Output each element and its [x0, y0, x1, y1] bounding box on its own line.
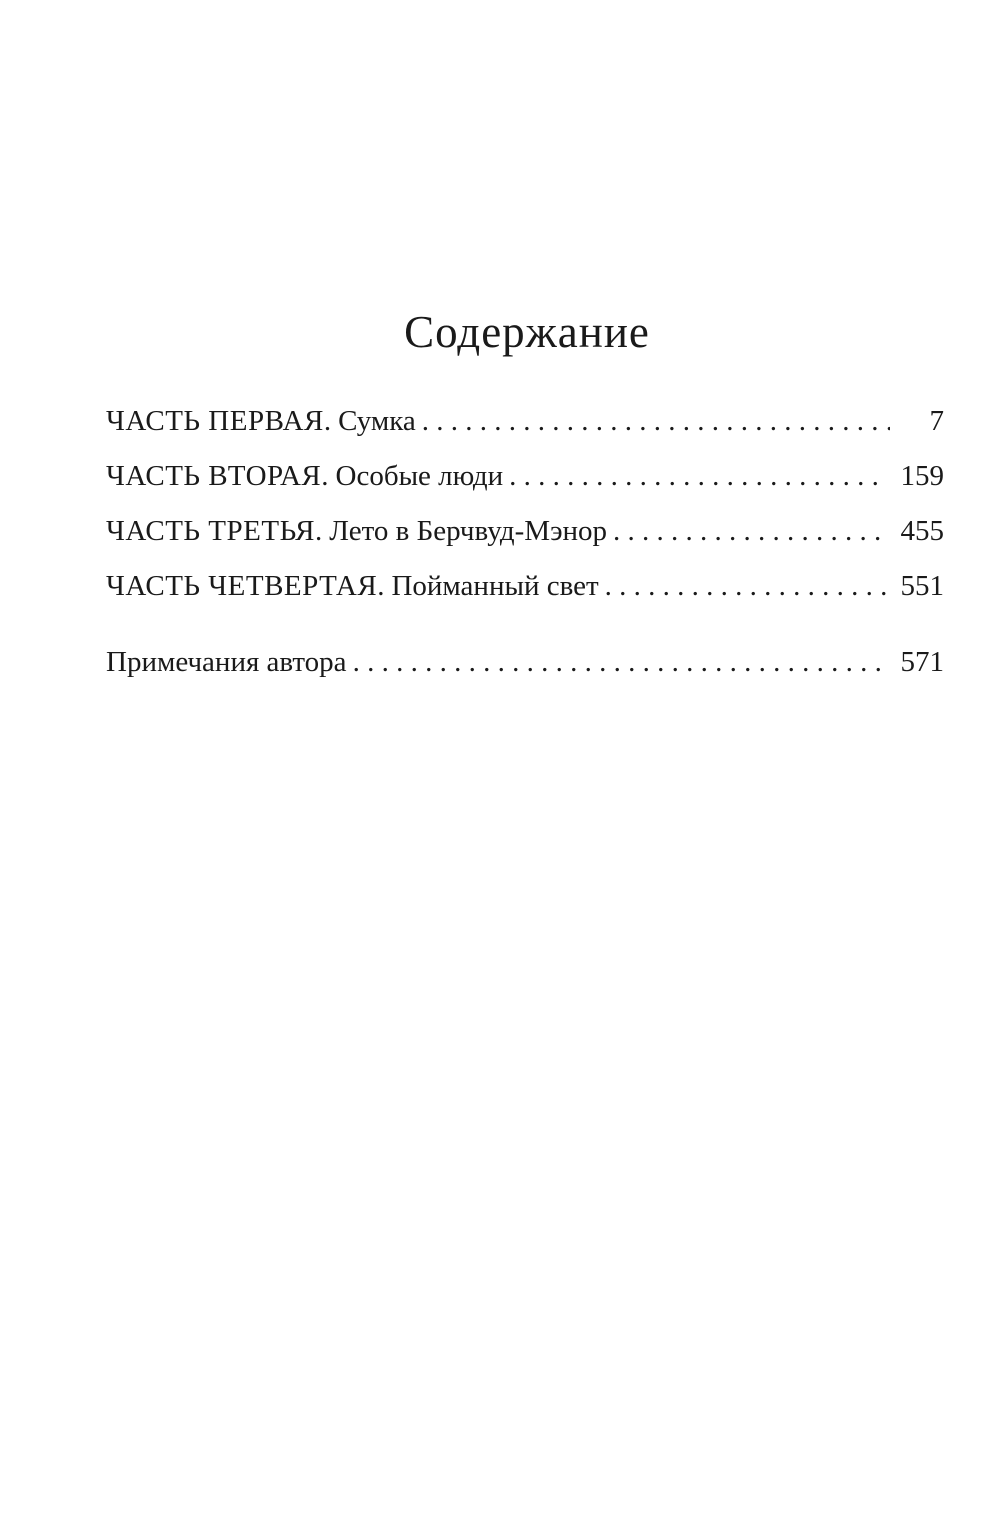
page-number: 455: [900, 515, 944, 547]
page-number: 159: [900, 460, 944, 492]
chapter-title: Пойманный свет: [391, 570, 599, 602]
chapter-title: Лето в Берчвуд-Мэнор: [329, 515, 608, 547]
toc-entry-part-2: [106, 460, 944, 515]
chapter-title: Особые люди: [335, 460, 504, 492]
toc-entry-notes: [106, 646, 944, 701]
toc-entry-part-3: [106, 515, 944, 570]
page-number: 571: [900, 646, 944, 678]
dot-leader: [613, 515, 886, 548]
dot-leader: [509, 460, 886, 493]
part-label: ЧАСТЬ ЧЕТВЕРТАЯ: [106, 570, 378, 602]
toc-entry-part-1: [106, 405, 944, 460]
toc-entry-part-4: [106, 570, 944, 625]
page-number: 7: [929, 405, 944, 437]
notes-title: Примечания автора: [106, 646, 347, 678]
part-label: ЧАСТЬ ПЕРВАЯ: [106, 405, 324, 437]
part-label: ЧАСТЬ ТРЕТЬЯ: [106, 515, 316, 547]
page-number: 551: [900, 570, 944, 602]
part-separator: .: [315, 515, 323, 547]
toc-title: Содержание: [404, 307, 650, 357]
dot-leader: [422, 405, 890, 438]
chapter-title: Сумка: [338, 405, 416, 437]
part-separator: .: [323, 405, 332, 437]
part-separator: .: [377, 570, 385, 602]
dot-leader: [605, 570, 887, 603]
dot-leader: [353, 646, 887, 679]
table-of-contents: [106, 405, 944, 701]
part-label: ЧАСТЬ ВТОРАЯ: [106, 460, 322, 492]
part-separator: .: [321, 460, 329, 492]
